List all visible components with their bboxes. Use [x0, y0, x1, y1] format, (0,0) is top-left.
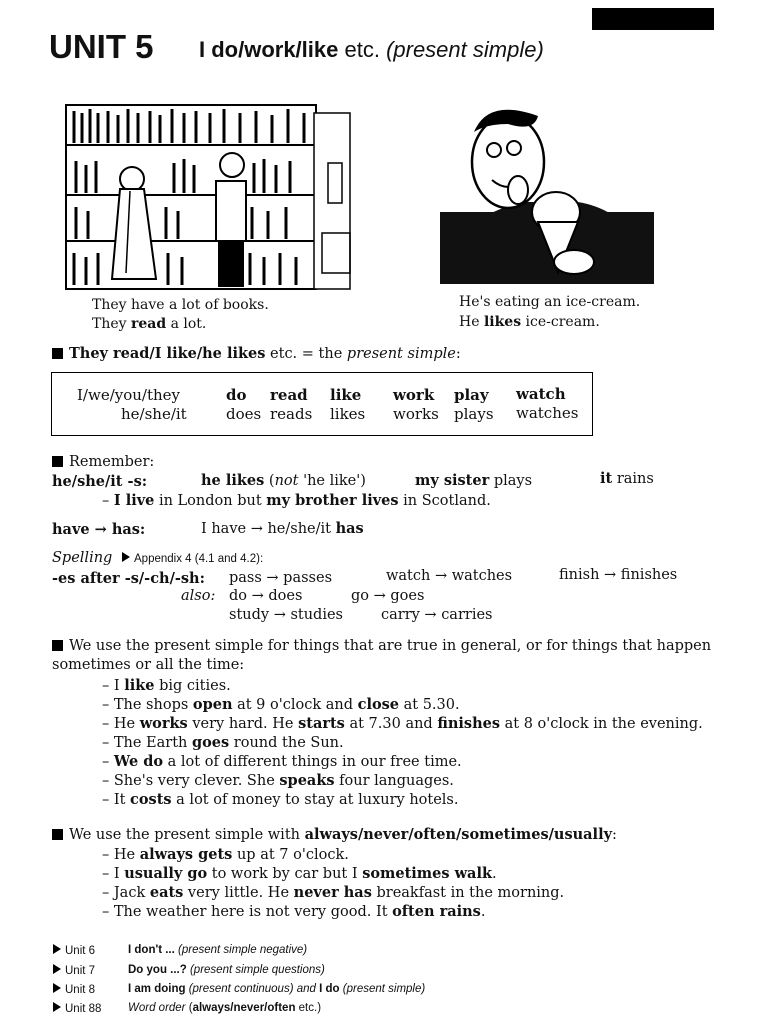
- reference-link[interactable]: Unit 7: [53, 964, 95, 977]
- arrow-right-icon: [53, 983, 61, 993]
- general-line-1: We use the present simple for things that are true in general, or for things that happen: [52, 638, 711, 654]
- library-illustration: [64, 103, 354, 293]
- spelling-example: go → goes: [351, 588, 425, 604]
- have-rule: have → has:: [52, 521, 146, 538]
- table-cell: works: [393, 405, 439, 423]
- have-example: I have → he/she/it has: [201, 520, 364, 537]
- arrow-right-icon: [53, 944, 61, 954]
- table-row-2-subject: he/she/it: [121, 405, 187, 423]
- general-example: – We do a lot of different things in our free time.: [102, 753, 462, 770]
- table-cell: work: [393, 386, 435, 404]
- adverbs-line: We use the present simple with always/never/often/sometimes/usually:: [52, 826, 617, 843]
- spelling-example: watch → watches: [386, 568, 513, 584]
- general-example: – He works very hard. He starts at 7.30 and finishes at 8 o'clock in the evening.: [102, 715, 703, 732]
- bullet-square: [52, 829, 63, 840]
- left-caption-1: They have a lot of books.: [92, 297, 269, 313]
- bullet-square: [52, 348, 63, 359]
- spelling-also-label: also:: [181, 588, 216, 604]
- table-cell: plays: [454, 405, 494, 423]
- black-bar: [592, 8, 714, 30]
- spelling-example: carry → carries: [381, 607, 493, 623]
- general-line-2: sometimes or all the time:: [52, 657, 245, 673]
- left-caption-2: They read a lot.: [92, 316, 207, 332]
- table-cell: watches: [516, 404, 579, 422]
- ice-cream-illustration: [438, 102, 658, 286]
- table-cell: like: [330, 386, 362, 404]
- adverbs-example: – I usually go to work by car but I sometimes walk.: [102, 865, 497, 882]
- adverbs-example: – Jack eats very little. He never has breakfast in the morning.: [102, 884, 565, 901]
- remember-heading: Remember:: [52, 454, 154, 470]
- remember-example-1: he likes (not 'he like'): [201, 472, 366, 489]
- general-example: – She's very clever. She speaks four languages.: [102, 772, 454, 789]
- adverbs-example: – He always gets up at 7 o'clock.: [102, 846, 349, 863]
- arrow-right-icon: [53, 1002, 61, 1012]
- table-row-1-subject: I/we/you/they: [77, 386, 181, 404]
- table-cell: play: [454, 386, 489, 404]
- reference-link[interactable]: Unit 88: [53, 1002, 101, 1015]
- general-example: – The shops open at 9 o'clock and close at 5.30.: [102, 696, 460, 713]
- reference-text: Do you ...? (present simple questions): [128, 964, 325, 976]
- table-cell: read: [270, 386, 308, 404]
- table-cell: watch: [516, 385, 566, 403]
- table-cell: reads: [270, 405, 313, 423]
- table-cell: do: [226, 386, 247, 404]
- intro-line: They read/I like/he likes etc. = the present simple:: [52, 345, 461, 362]
- reference-link[interactable]: Unit 6: [53, 944, 95, 957]
- reference-link[interactable]: Unit 8: [53, 983, 95, 996]
- unit-label: UNIT 5: [49, 28, 154, 65]
- general-example: – It costs a lot of money to stay at luxury hotels.: [102, 791, 459, 808]
- spelling-example: pass → passes: [229, 570, 333, 586]
- table-cell: does: [226, 405, 262, 423]
- right-caption-1: He's eating an ice-cream.: [459, 294, 641, 310]
- table-cell: likes: [330, 405, 366, 423]
- reference-text: I don't ... (present simple negative): [128, 944, 308, 956]
- right-caption-2: He likes ice-cream.: [459, 314, 600, 330]
- arrow-right-icon: [122, 552, 130, 562]
- remember-rule: he/she/it -s:: [52, 473, 148, 490]
- spelling-rule: -es after -s/-ch/-sh:: [52, 570, 205, 587]
- remember-example-line: – I live in London but my brother lives in Scotland.: [102, 492, 491, 509]
- reference-text: I am doing (present continuous) and I do (present simple): [128, 983, 426, 995]
- general-example: – I like big cities.: [102, 677, 231, 694]
- spelling-appendix-ref: Appendix 4 (4.1 and 4.2):: [122, 552, 263, 565]
- arrow-right-icon: [53, 964, 61, 974]
- unit-title: I do/work/like etc. (present simple): [199, 37, 544, 62]
- remember-example-2: my sister plays: [415, 472, 533, 489]
- spelling-label: Spelling: [52, 550, 113, 566]
- spelling-example: do → does: [229, 588, 303, 604]
- conjugation-table: [51, 372, 593, 436]
- bullet-square: [52, 456, 63, 467]
- reference-text: Word order (always/never/often etc.): [128, 1002, 322, 1014]
- remember-example-3: it rains: [600, 470, 654, 487]
- bullet-square: [52, 640, 63, 651]
- spelling-example: finish → finishes: [559, 567, 678, 583]
- adverbs-example: – The weather here is not very good. It often rains.: [102, 903, 486, 920]
- spelling-example: study → studies: [229, 607, 343, 623]
- general-example: – The Earth goes round the Sun.: [102, 734, 344, 751]
